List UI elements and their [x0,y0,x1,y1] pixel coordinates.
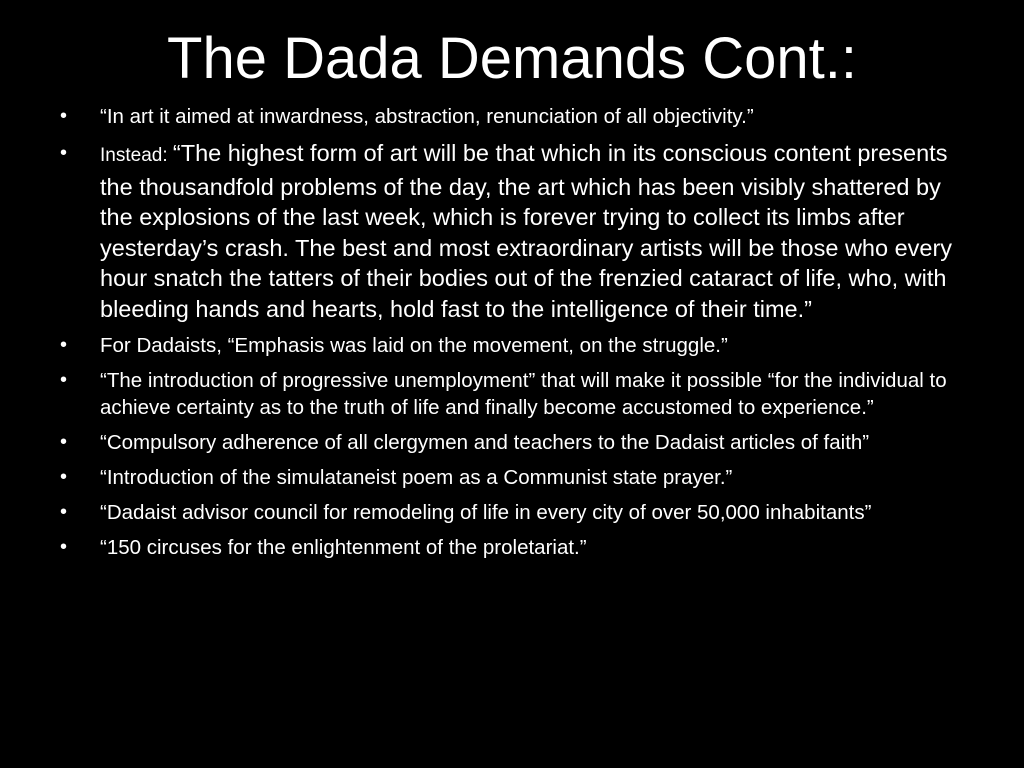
bullet-text: “In art it aimed at inwardness, abstraction, renunciation of all objectivity.” [100,105,754,128]
bullet-marker: • [60,501,68,523]
bullet-marker: • [60,334,68,356]
bullet-item [58,367,973,421]
bullet-item [58,499,973,526]
slide-title: The Dada Demands Cont.: [167,26,857,91]
bullet-item [58,332,973,359]
bullet-marker: • [60,105,68,127]
bullet-text: “Dadaist advisor council for remodeling of life in every city of over 50,000 inhabitants” [100,501,872,524]
bullet-item [58,464,973,491]
bullet-item [58,138,973,324]
bullet-item [58,103,973,130]
bullet-marker: • [60,536,68,558]
bullet-text: “The highest form of art will be that which in its conscious content presents the thousandfold problems of the day, the art which has been visibly shattered by the explosions of the last week, which is forever trying to collect its limbs after yesterday’s crash. The best and most extraordinary artists will be those who every hour snatch the tatters of their bodies out of the frenzied cataract of life, who, with bleeding hands and hearts, hold fast to the intelligence of their time.” [100,140,953,322]
bullet-text: “Introduction of the simulataneist poem as a Communist state prayer.” [100,466,733,489]
bullet-text: “150 circuses for the enlightenment of the proletariat.” [100,536,587,559]
bullet-marker: • [60,466,68,488]
bullet-item [58,534,973,561]
bullet-lead: Instead: [100,145,173,166]
bullet-marker: • [60,142,68,164]
bullet-item [58,429,973,456]
bullet-text: “The introduction of progressive unemployment” that will make it possible “for the individual to achieve certainty as to the truth of life and finally become accustomed to experience.” [100,369,947,419]
bullet-marker: • [60,431,68,453]
bullet-marker: • [60,369,68,391]
bullet-text: “Compulsory adherence of all clergymen and teachers to the Dadaist articles of faith” [100,431,870,454]
bullet-text: For Dadaists, “Emphasis was laid on the movement, on the struggle.” [100,334,728,357]
bullet-list [58,103,973,569]
